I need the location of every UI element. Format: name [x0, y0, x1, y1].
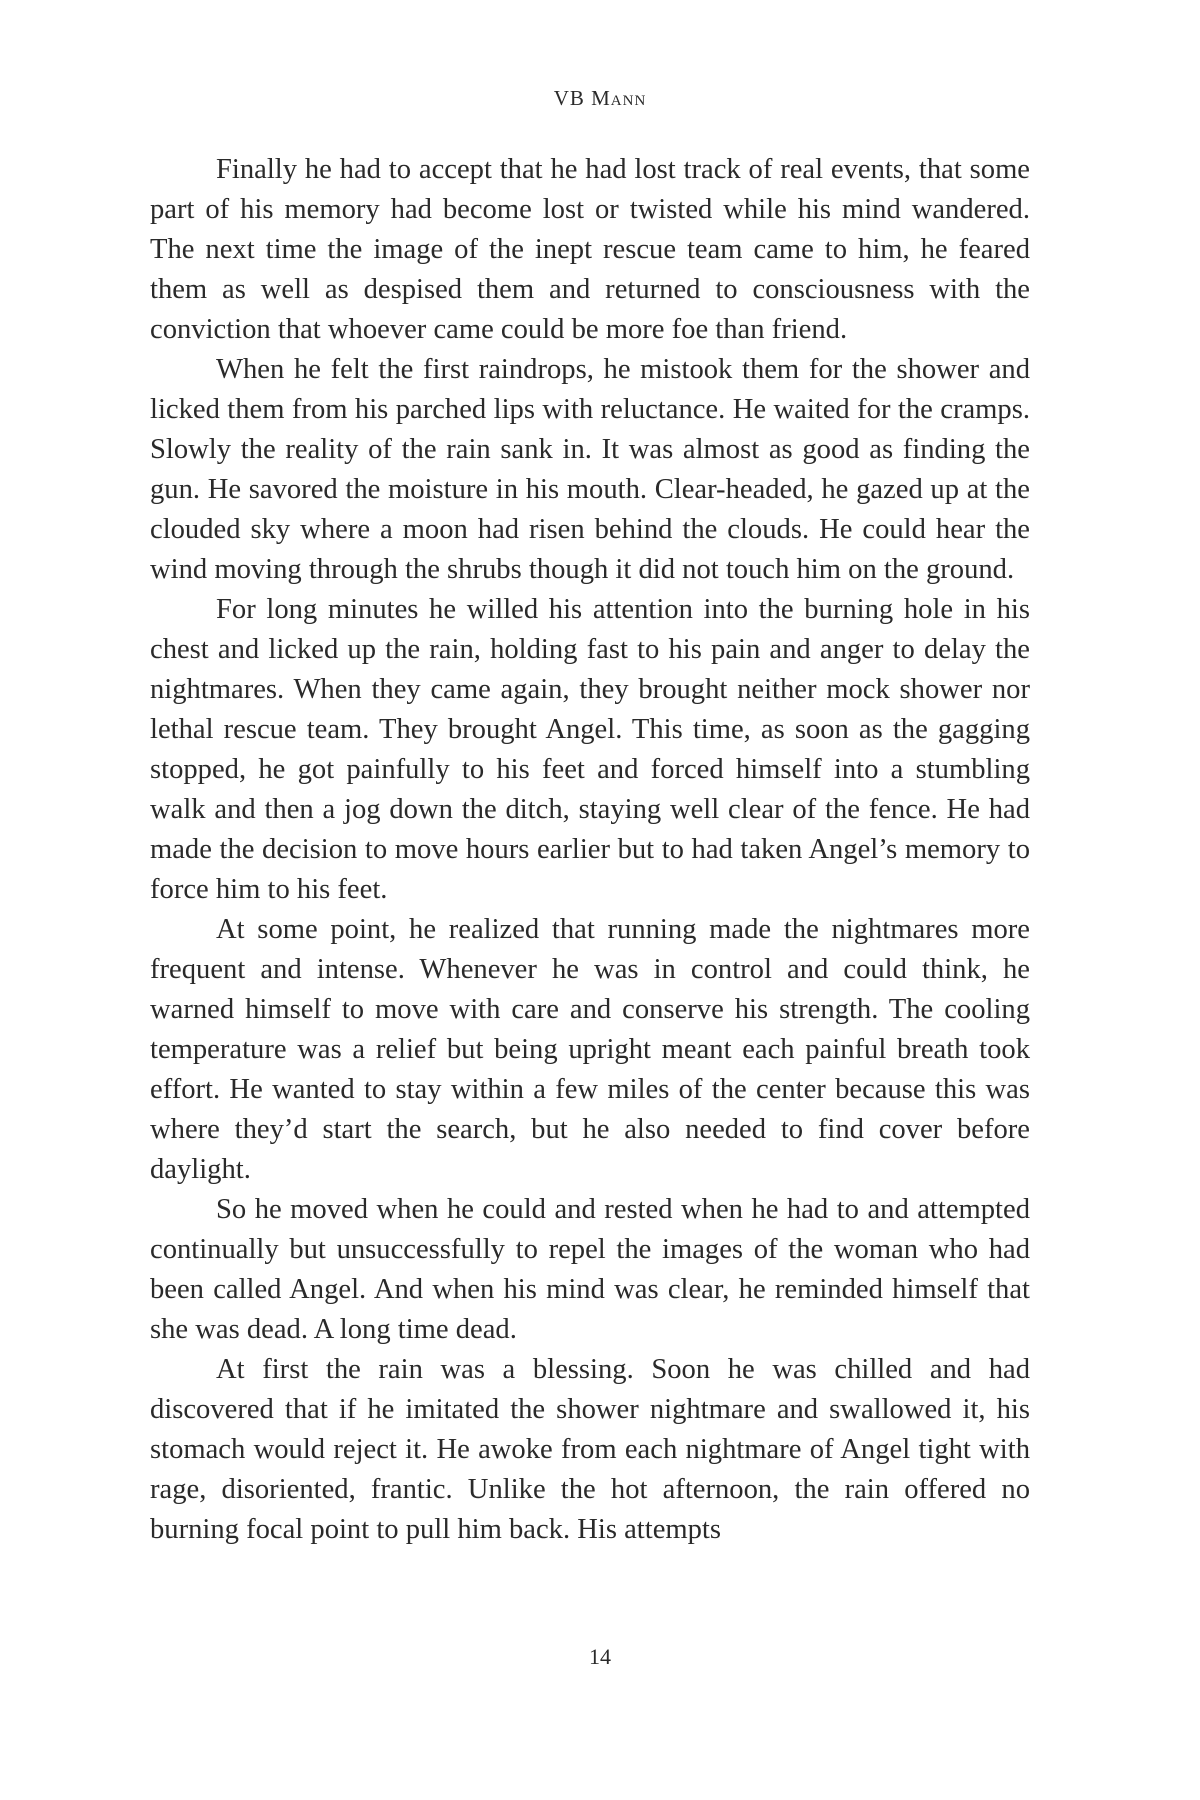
paragraph-2: When he felt the first raindrops, he mistook them for the shower and licked them from his parched lips with reluctance. He waited for the cramps. Slowly the reality of the rain sank in. It was almost as good as finding the gun. He savored the moisture in his mouth. Clear-headed, he gazed up at the clouded sky where a moon had risen behind the clouds. He could hear the wind moving through the shrubs though it did not touch him on the ground.	[150, 354, 1030, 585]
paragraph-4: At some point, he realized that running made the nightmares more frequent and intense. Whenever he was in control and could think, he warned himself to move with care and conserve his strength. The cooling temperature was a relief but being upright meant each painful breath took effort. He wanted to stay within a few miles of the center because this was where they’d start the search, but he also needed to find cover before daylight.	[150, 914, 1030, 1185]
paragraph-6: At first the rain was a blessing. Soon he was chilled and had discovered that if he imitated the shower nightmare and swallowed it, his stomach would reject it. He awoke from each nightmare of Angel tight with rage, disoriented, frantic. Unlike the hot afternoon, the rain offered no burning focal point to pull him back. His attempts	[150, 1354, 1030, 1545]
page-number: 14	[589, 1644, 611, 1669]
running-header: VB Mann	[553, 86, 647, 110]
body-text	[150, 150, 1030, 1550]
paragraph-3: For long minutes he willed his attention into the burning hole in his chest and licked up the rain, holding fast to his pain and anger to delay the nightmares. When they came again, they brought neither mock shower nor lethal rescue team. They brought Angel. This time, as soon as the gagging stopped, he got painfully to his feet and forced himself into a stumbling walk and then a jog down the ditch, staying well clear of the fence. He had made the decision to move hours earlier but to had taken Angel’s memory to force him to his feet.	[150, 594, 1030, 905]
paragraph-5: So he moved when he could and rested when he had to and attempted continually but unsuccessfully to repel the images of the woman who had been called Angel. And when his mind was clear, he reminded himself that she was dead. A long time dead.	[150, 1194, 1030, 1345]
paragraph-1: Finally he had to accept that he had lost track of real events, that some part of his memory had become lost or twisted while his mind wandered. The next time the image of the inept rescue team came to him, he feared them as well as despised them and returned to consciousness with the conviction that whoever came could be more foe than friend.	[150, 154, 1030, 345]
